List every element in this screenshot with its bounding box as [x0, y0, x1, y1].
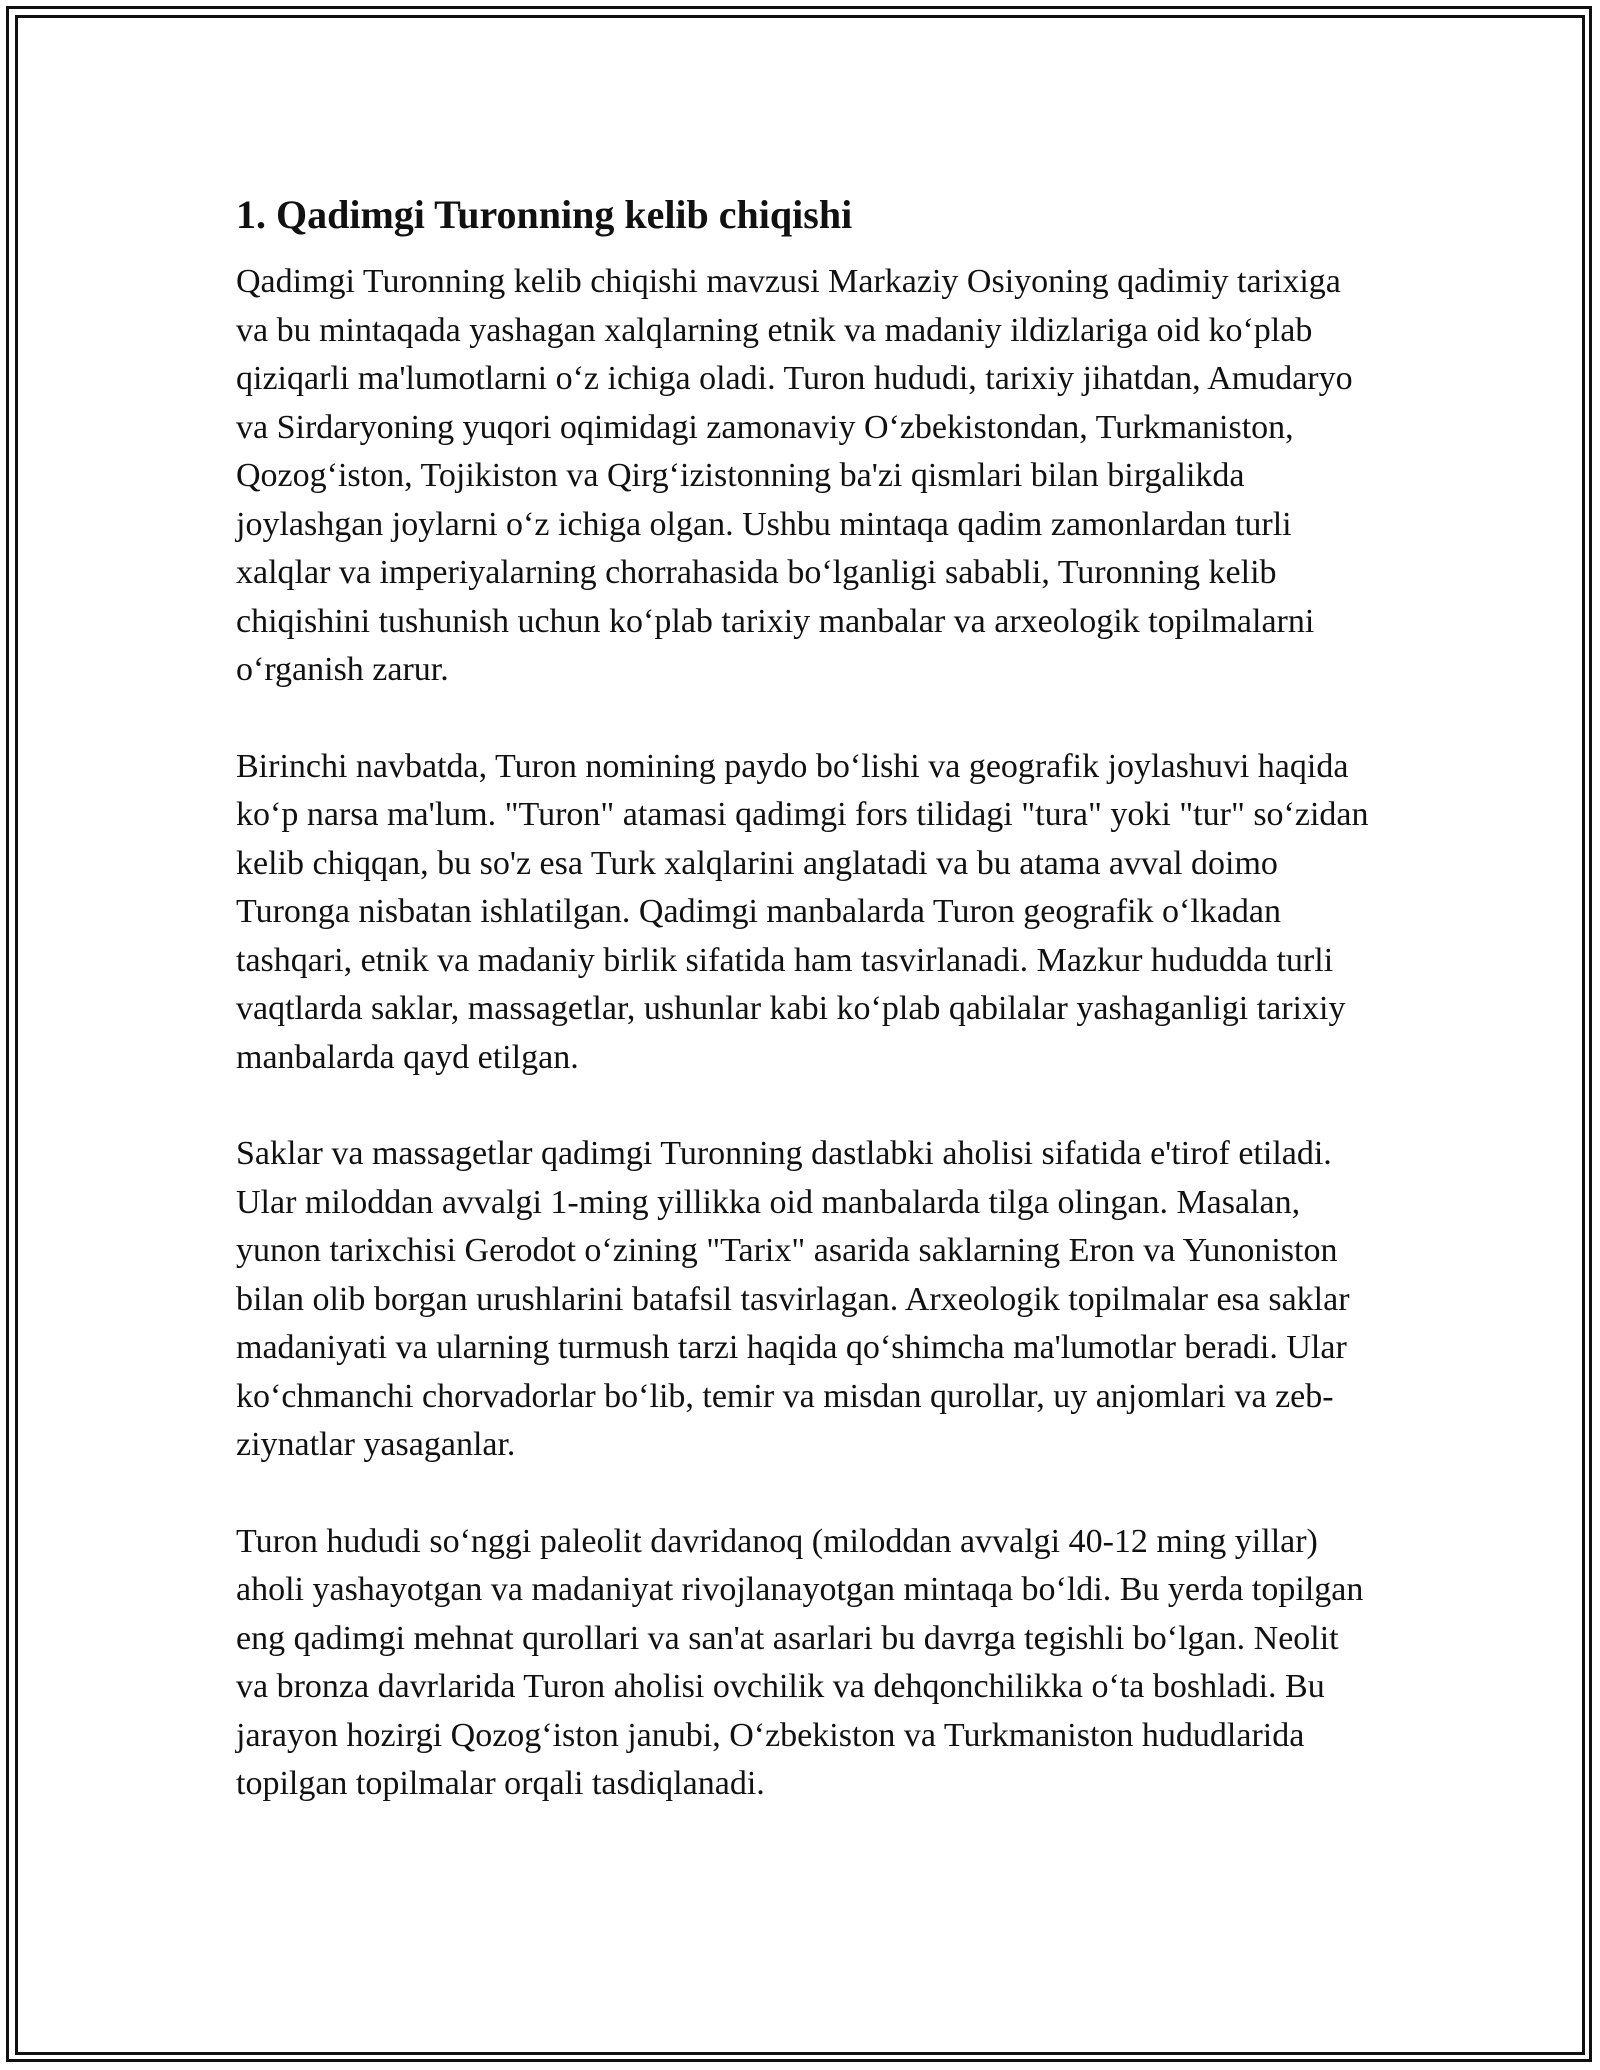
paragraph-3: Saklar va massagetlar qadimgi Turonning dastlabki aholisi sifatida e'tirof etiladi. Ular miloddan avvalgi 1-ming yillikka oid manbalarda tilga olingan. Masalan, yunon tarixchisi Gerodot oʻzining "Tarix" asarida saklarning Eron va Yunoniston bilan olib borgan urushlarini batafsil tasvirlagan. Arxeologik topilmalar esa saklar madaniyati va ularning turmush tarzi haqida qoʻshimcha ma'lumotlar beradi. Ular koʻchmanchi chorvadorlar boʻlib, temir va misdan qurollar, uy anjomlari va zeb-ziynatlar yasaganlar. — [236, 1135, 1350, 1463]
section-heading: 1. Qadimgi Turonning kelib chiqishi — [236, 192, 853, 237]
paragraph-2: Birinchi navbatda, Turon nomining paydo boʻlishi va geografik joylashuvi haqida koʻp narsa ma'lum. "Turon" atamasi qadimgi fors tilidagi "tura" yoki "tur" soʻzidan kelib chiqqan, bu so'z esa Turk xalqlarini anglatadi va bu atama avval doimo Turonga nisbatan ishlatilgan. Qadimgi manbalarda Turon geografik oʻlkadan tashqari, etnik va madaniy birlik sifatida ham tasvirlanadi. Mazkur hududda turli vaqtlarda saklar, massagetlar, ushunlar kabi koʻplab qabilalar yashaganligi tarixiy manbalarda qayd etilgan. — [236, 747, 1369, 1076]
paragraph-4: Turon hududi soʻnggi paleolit davridanoq (miloddan avvalgi 40-12 ming yillar) aholi yashayotgan va madaniyat rivojlanayotgan mintaqa boʻldi. Bu yerda topilgan eng qadimgi mehnat qurollari va san'at asarlari bu davrga tegishli boʻlgan. Neolit va bronza davrlarida Turon aholisi ovchilik va dehqonchilikka oʻta boshladi. Bu jarayon hozirgi Qozogʻiston janubi, Oʻzbekiston va Turkmaniston hududlarida topilgan topilmalar orqali tasdiqlanadi. — [236, 1522, 1364, 1802]
paragraph-1: Qadimgi Turonning kelib chiqishi mavzusi Markaziy Osiyoning qadimiy tarixiga va bu mintaqada yashagan xalqlarning etnik va madaniy ildizlariga oid koʻplab qiziqarli ma'lumotlarni oʻz ichiga oladi. Turon hududi, tarixiy jihatdan, Amudaryo va Sirdaryoning yuqori oqimidagi zamonaviy Oʻzbekistondan, Turkmaniston, Qozogʻiston, Tojikiston va Qirgʻizistonning ba'zi qismlari bilan birgalikda joylashgan joylarni oʻz ichiga olgan. Ushbu mintaqa qadim zamonlardan turli xalqlar va imperiyalarning chorrahasida boʻlganligi sababli, Turonning kelib chiqishini tushunish uchun koʻplab tarixiy manbalar va arxeologik topilmalarni oʻrganish zarur. — [236, 263, 1353, 688]
document-body — [236, 188, 1376, 1857]
